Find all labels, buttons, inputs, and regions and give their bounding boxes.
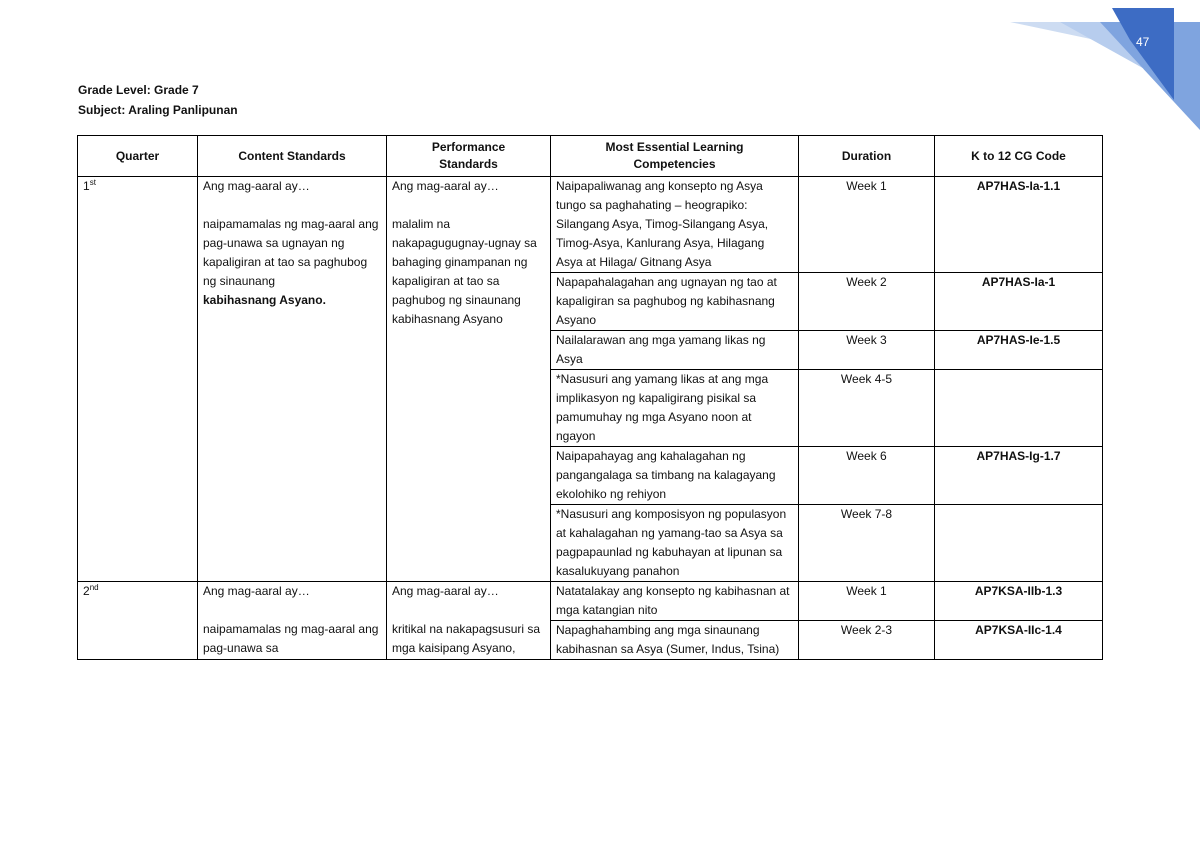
competency-cell: Napapahalagahan ang ugnayan ng tao at kapaligiran sa paghubog ng kabihasnang Asyano xyxy=(551,273,799,331)
table-row xyxy=(78,177,1103,273)
corner-decoration xyxy=(1000,0,1200,140)
competency-cell: *Nasusuri ang komposisyon ng populasyon at kahalagahan ng yamang-tao sa Asya sa pagpapaunlad ng kabuhayan at lipunan sa kasalukuyang panahon xyxy=(551,505,799,582)
cg-code-cell: AP7HAS-Ia-1.1 xyxy=(935,177,1103,273)
competency-cell: Naipapaliwanag ang konsepto ng Asya tungo sa paghahating – heograpiko: Silangang Asya, Timog-Silangang Asya, Timog-Asya, Kanlurang Asya, Hilagang Asya at Hilaga/ Gitnang Asya xyxy=(551,177,799,273)
grade-level: Grade Level: Grade 7 xyxy=(78,83,199,97)
column-header: Content Standards xyxy=(198,136,387,177)
performance-standards-cell: Ang mag-aaral ay… malalim na nakapagugugnay-ugnay sa bahaging ginampanan ng kapaligiran at tao sa paghubog ng sinaunang kabihasnang Asyano xyxy=(387,177,551,582)
duration-cell: Week 2 xyxy=(799,273,935,331)
document-header xyxy=(78,80,238,120)
duration-cell: Week 2-3 xyxy=(799,621,935,660)
column-header: Performance Standards xyxy=(387,136,551,177)
competency-cell: Natatalakay ang konsepto ng kabihasnan at mga katangian nito xyxy=(551,582,799,621)
curriculum-table xyxy=(77,135,1103,660)
column-header: Duration xyxy=(799,136,935,177)
duration-cell: Week 7-8 xyxy=(799,505,935,582)
cg-code-cell xyxy=(935,370,1103,447)
quarter-cell: 2nd xyxy=(78,582,198,660)
column-header: Most Essential Learning Competencies xyxy=(551,136,799,177)
subject: Subject: Araling Panlipunan xyxy=(78,103,238,117)
competency-cell: Napaghahambing ang mga sinaunang kabihasnan sa Asya (Sumer, Indus, Tsina) xyxy=(551,621,799,660)
content-standards-cell: Ang mag-aaral ay… naipamamalas ng mag-aaral ang pag-unawa sa xyxy=(198,582,387,660)
content-standards-cell: Ang mag-aaral ay… naipamamalas ng mag-aaral ang pag-unawa sa ugnayan ng kapaligiran at tao sa paghubog ng sinaunang kabihasnang Asyano. xyxy=(198,177,387,582)
performance-standards-cell: Ang mag-aaral ay… kritikal na nakapagsusuri sa mga kaisipang Asyano, xyxy=(387,582,551,660)
cg-code-cell: AP7HAS-Ia-1 xyxy=(935,273,1103,331)
cg-code-cell xyxy=(935,505,1103,582)
duration-cell: Week 1 xyxy=(799,177,935,273)
column-header: K to 12 CG Code xyxy=(935,136,1103,177)
competency-cell: Nailalarawan ang mga yamang likas ng Asya xyxy=(551,331,799,370)
page-number: 47 xyxy=(1136,35,1150,49)
cg-code-cell: AP7HAS-Ie-1.5 xyxy=(935,331,1103,370)
competency-cell: Naipapahayag ang kahalagahan ng pangangalaga sa timbang na kalagayang ekolohiko ng rehiyon xyxy=(551,447,799,505)
cg-code-cell: AP7KSA-IIc-1.4 xyxy=(935,621,1103,660)
duration-cell: Week 1 xyxy=(799,582,935,621)
quarter-cell: 1st xyxy=(78,177,198,582)
cg-code-cell: AP7KSA-IIb-1.3 xyxy=(935,582,1103,621)
duration-cell: Week 6 xyxy=(799,447,935,505)
table-header-row xyxy=(78,136,1103,177)
competency-cell: *Nasusuri ang yamang likas at ang mga implikasyon ng kapaligirang pisikal sa pamumuhay ng mga Asyano noon at ngayon xyxy=(551,370,799,447)
duration-cell: Week 3 xyxy=(799,331,935,370)
table-row xyxy=(78,582,1103,621)
cg-code-cell: AP7HAS-Ig-1.7 xyxy=(935,447,1103,505)
duration-cell: Week 4-5 xyxy=(799,370,935,447)
column-header: Quarter xyxy=(78,136,198,177)
